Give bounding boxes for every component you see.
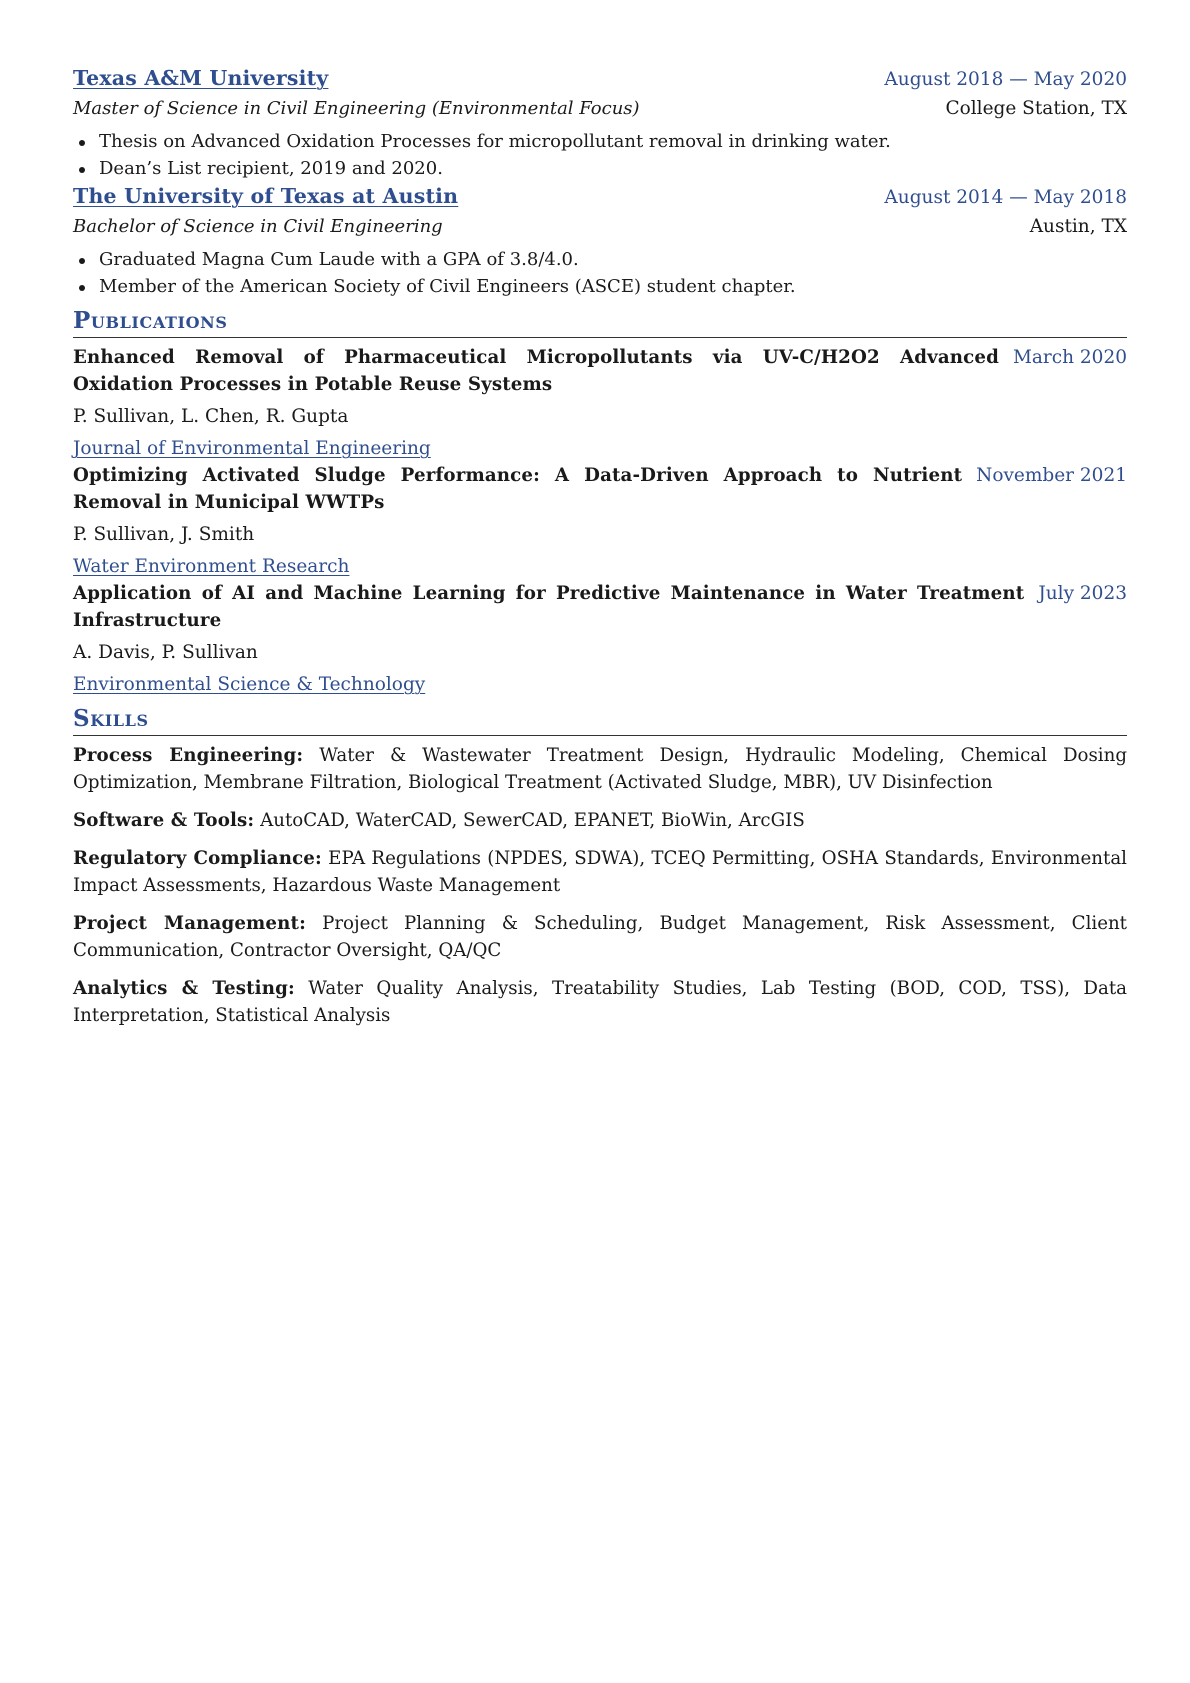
- skill-label: Regulatory Compliance:: [73, 848, 322, 869]
- education-entry: [73, 182, 1127, 300]
- publication-authors: P. Sullivan, J. Smith: [73, 524, 255, 545]
- education-bullets: [73, 247, 1127, 300]
- publication-journal-link[interactable]: Environmental Science & Technology: [73, 674, 426, 695]
- education-subheader-row: [73, 94, 1127, 123]
- skill-value: Project Planning & Scheduling, Budget Management, Risk Assessment, Client Communication, Contractor Oversight, QA/QC: [73, 913, 1127, 961]
- skill-label: Software & Tools:: [73, 810, 255, 831]
- education-bullets: [73, 129, 1127, 182]
- publication-header-row: [73, 344, 1127, 398]
- skill-label: Process Engineering:: [73, 745, 304, 766]
- section-title-publications: Publications: [73, 307, 228, 334]
- skill-value: Water Quality Analysis, Treatability Studies, Lab Testing (BOD, COD, TSS), Data Interpretation, Statistical Analysis: [73, 978, 1127, 1026]
- publication-authors: P. Sullivan, L. Chen, R. Gupta: [73, 406, 349, 427]
- education-dates: August 2018 — May 2020: [884, 69, 1127, 90]
- skill-label: Analytics & Testing:: [73, 978, 295, 999]
- skill-item: [73, 807, 1127, 834]
- publication-title: Application of AI and Machine Learning for Predictive Maintenance in Water Treatment Infrastructure: [73, 583, 1025, 631]
- school-link[interactable]: The University of Texas at Austin: [73, 184, 459, 208]
- skill-item: [73, 845, 1127, 899]
- section-title-skills: Skills: [73, 705, 149, 732]
- publication-journal-link[interactable]: Water Environment Research: [73, 556, 350, 577]
- education-location: College Station, TX: [945, 98, 1127, 119]
- skill-value: AutoCAD, WaterCAD, SewerCAD, EPANET, BioWin, ArcGIS: [260, 810, 805, 831]
- education-entry: [73, 64, 1127, 182]
- resume-page: [73, 64, 1127, 1040]
- publication-entry: [73, 344, 1127, 462]
- school-link[interactable]: Texas A&M University: [73, 66, 329, 90]
- skill-item: [73, 975, 1127, 1029]
- publication-title: Enhanced Removal of Pharmaceutical Micropollutants via UV-C/H2O2 Advanced Oxidation Processes in Potable Reuse Systems: [73, 347, 999, 395]
- education-subheader-row: [73, 212, 1127, 241]
- education-dates: August 2014 — May 2018: [884, 187, 1127, 208]
- publication-entry: [73, 580, 1127, 698]
- degree: Bachelor of Science in Civil Engineering: [73, 216, 443, 237]
- publication-header-row: [73, 462, 1127, 516]
- education-header-row: [73, 182, 1127, 212]
- publication-journal-link[interactable]: Journal of Environmental Engineering: [73, 438, 431, 459]
- bullet-item: Dean’s List recipient, 2019 and 2020.: [99, 156, 1127, 183]
- publications-section-header: [73, 306, 1127, 338]
- publication-authors: A. Davis, P. Sullivan: [73, 642, 258, 663]
- education-location: Austin, TX: [1029, 216, 1127, 237]
- skill-item: [73, 742, 1127, 796]
- publication-date: November 2021: [976, 465, 1127, 486]
- education-header-row: [73, 64, 1127, 94]
- skill-label: Project Management:: [73, 913, 306, 934]
- skill-value: EPA Regulations (NPDES, SDWA), TCEQ Permitting, OSHA Standards, Environmental Impact Assessments, Hazardous Waste Management: [73, 848, 1127, 896]
- skills-section-header: [73, 704, 1127, 736]
- bullet-item: Graduated Magna Cum Laude with a GPA of 3.8/4.0.: [99, 247, 1127, 274]
- publication-header-row: [73, 580, 1127, 634]
- publication-title: Optimizing Activated Sludge Performance: A Data-Driven Approach to Nutrient Removal in Municipal WWTPs: [73, 465, 963, 513]
- skill-value: Water & Wastewater Treatment Design, Hydraulic Modeling, Chemical Dosing Optimization, Membrane Filtration, Biological Treatment (Activated Sludge, MBR), UV Disinfection: [73, 745, 1127, 793]
- publication-date: March 2020: [1012, 347, 1127, 368]
- publication-date: July 2023: [1038, 583, 1127, 604]
- skill-item: [73, 910, 1127, 964]
- bullet-item: Thesis on Advanced Oxidation Processes for micropollutant removal in drinking water.: [99, 129, 1127, 156]
- degree: Master of Science in Civil Engineering (Environmental Focus): [73, 98, 640, 119]
- bullet-item: Member of the American Society of Civil Engineers (ASCE) student chapter.: [99, 274, 1127, 301]
- publication-entry: [73, 462, 1127, 580]
